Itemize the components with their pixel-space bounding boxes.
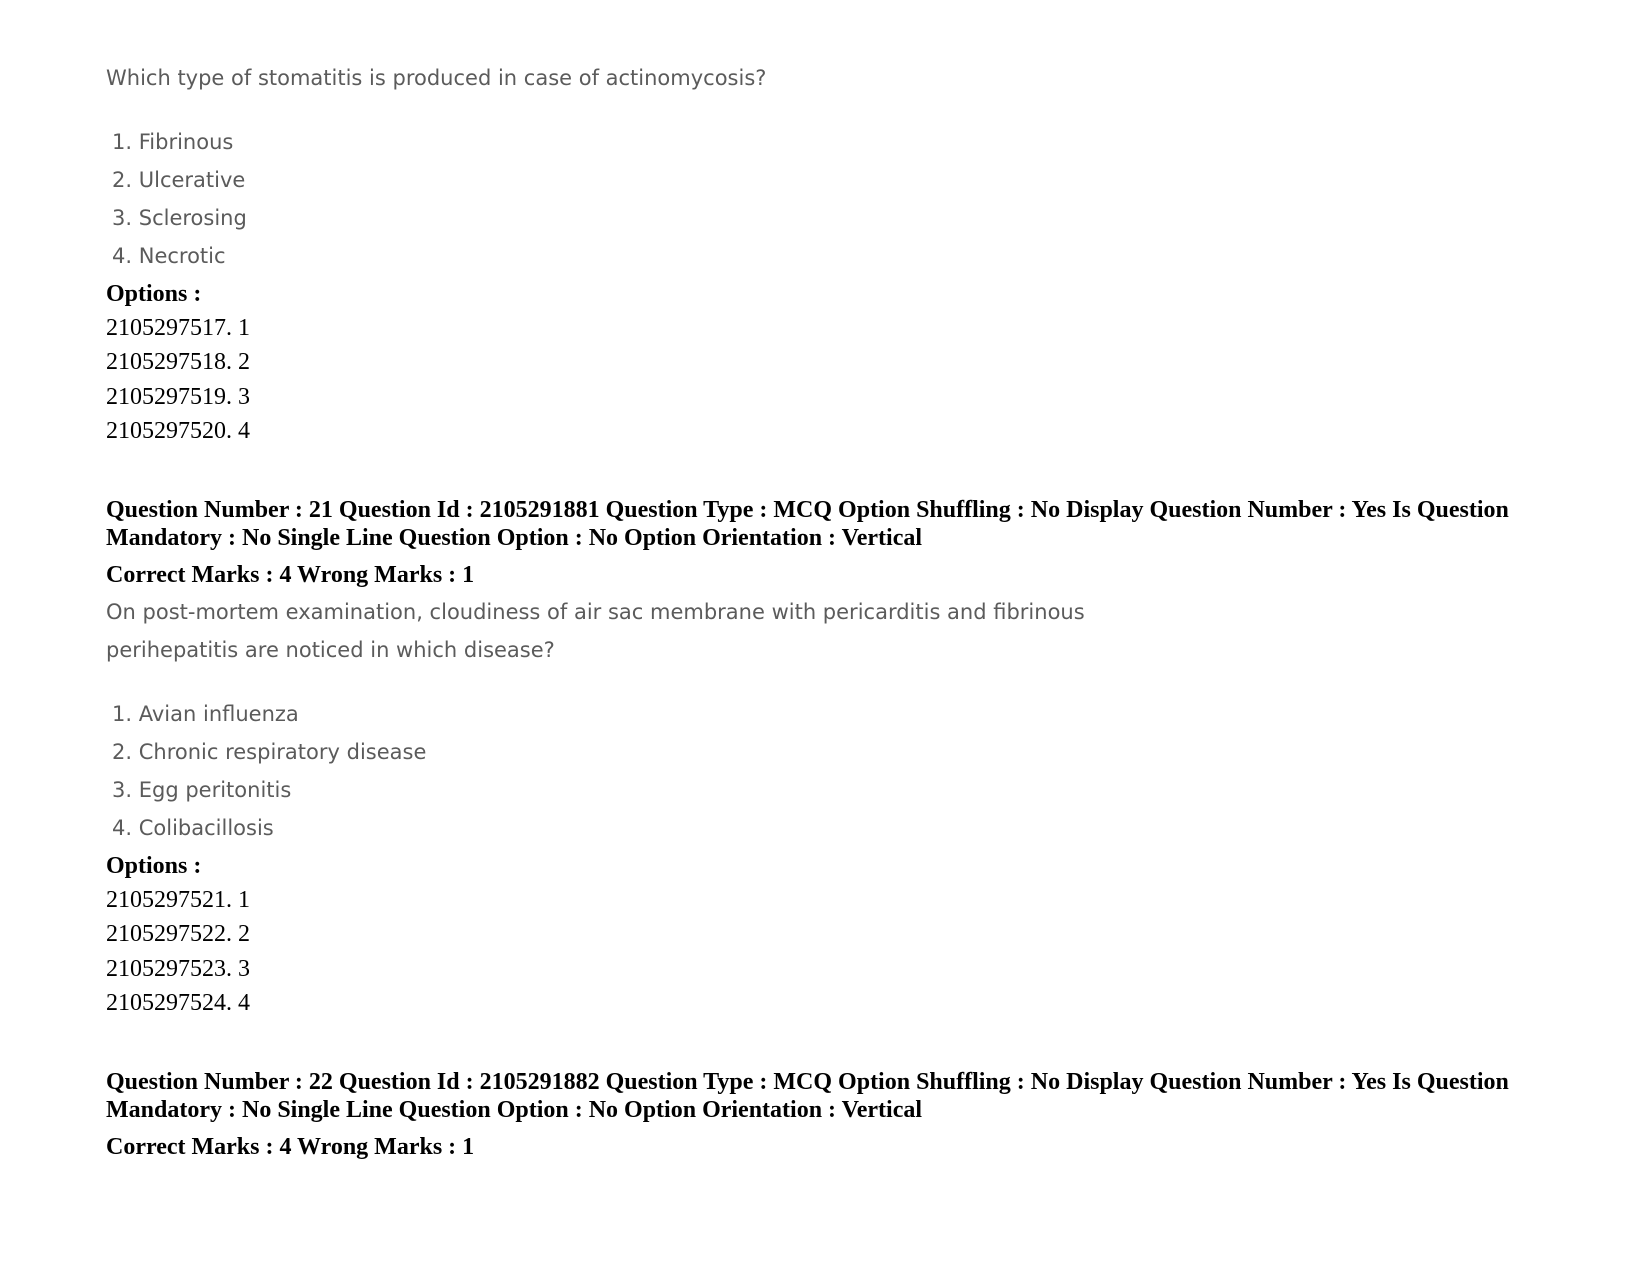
options-label: Options : [106,281,202,307]
choice-number: 1. [112,130,133,154]
question-marks: Correct Marks : 4 Wrong Marks : 1 [106,1134,475,1160]
option-id: 2105297517. 1 [106,315,250,341]
choice-item [112,816,274,840]
option-id: 2105297518. 2 [106,349,250,375]
choice-text: Chronic respiratory disease [138,740,427,764]
choice-item [112,206,247,230]
choice-number: 3. [112,206,133,230]
choice-text: Egg peritonitis [138,778,292,802]
option-id: 2105297519. 3 [106,384,250,410]
choice-text: Necrotic [138,244,226,268]
question-meta: Question Number : 22 Question Id : 2105291882 Question Type : MCQ Option Shuffling : No Display Question Number : Yes Is Question Mandatory : No Single Line Question Option : No Option Orientation : Vertical [106,1069,1509,1123]
option-id: 2105297523. 3 [106,956,250,982]
choice-text: Avian influenza [138,702,299,726]
option-id: 2105297520. 4 [106,418,250,444]
choice-text: Ulcerative [138,168,246,192]
choice-number: 4. [112,816,133,840]
choice-text: Colibacillosis [138,816,274,840]
choice-item [112,130,233,154]
option-id: 2105297522. 2 [106,921,250,947]
options-label: Options : [106,853,202,879]
choice-item [112,168,245,192]
option-id: 2105297521. 1 [106,887,250,913]
choice-number: 3. [112,778,133,802]
option-id: 2105297524. 4 [106,990,250,1016]
question-text-line: On post-mortem examination, cloudiness of air sac membrane with pericarditis and fibrinous [106,600,1085,624]
question-text-line: perihepatitis are noticed in which disease? [106,638,555,662]
choice-number: 2. [112,168,133,192]
choice-text: Fibrinous [138,130,234,154]
choice-item [112,702,299,726]
question-meta: Question Number : 21 Question Id : 2105291881 Question Type : MCQ Option Shuffling : No Display Question Number : Yes Is Question Mandatory : No Single Line Question Option : No Option Orientation : Vertical [106,497,1509,551]
choice-number: 4. [112,244,133,268]
choice-number: 2. [112,740,133,764]
question-text: Which type of stomatitis is produced in case of actinomycosis? [106,66,767,90]
choice-item [112,778,291,802]
choice-text: Sclerosing [138,206,247,230]
choice-item [112,740,426,764]
question-marks: Correct Marks : 4 Wrong Marks : 1 [106,562,475,588]
choice-number: 1. [112,702,133,726]
choice-item [112,244,226,268]
